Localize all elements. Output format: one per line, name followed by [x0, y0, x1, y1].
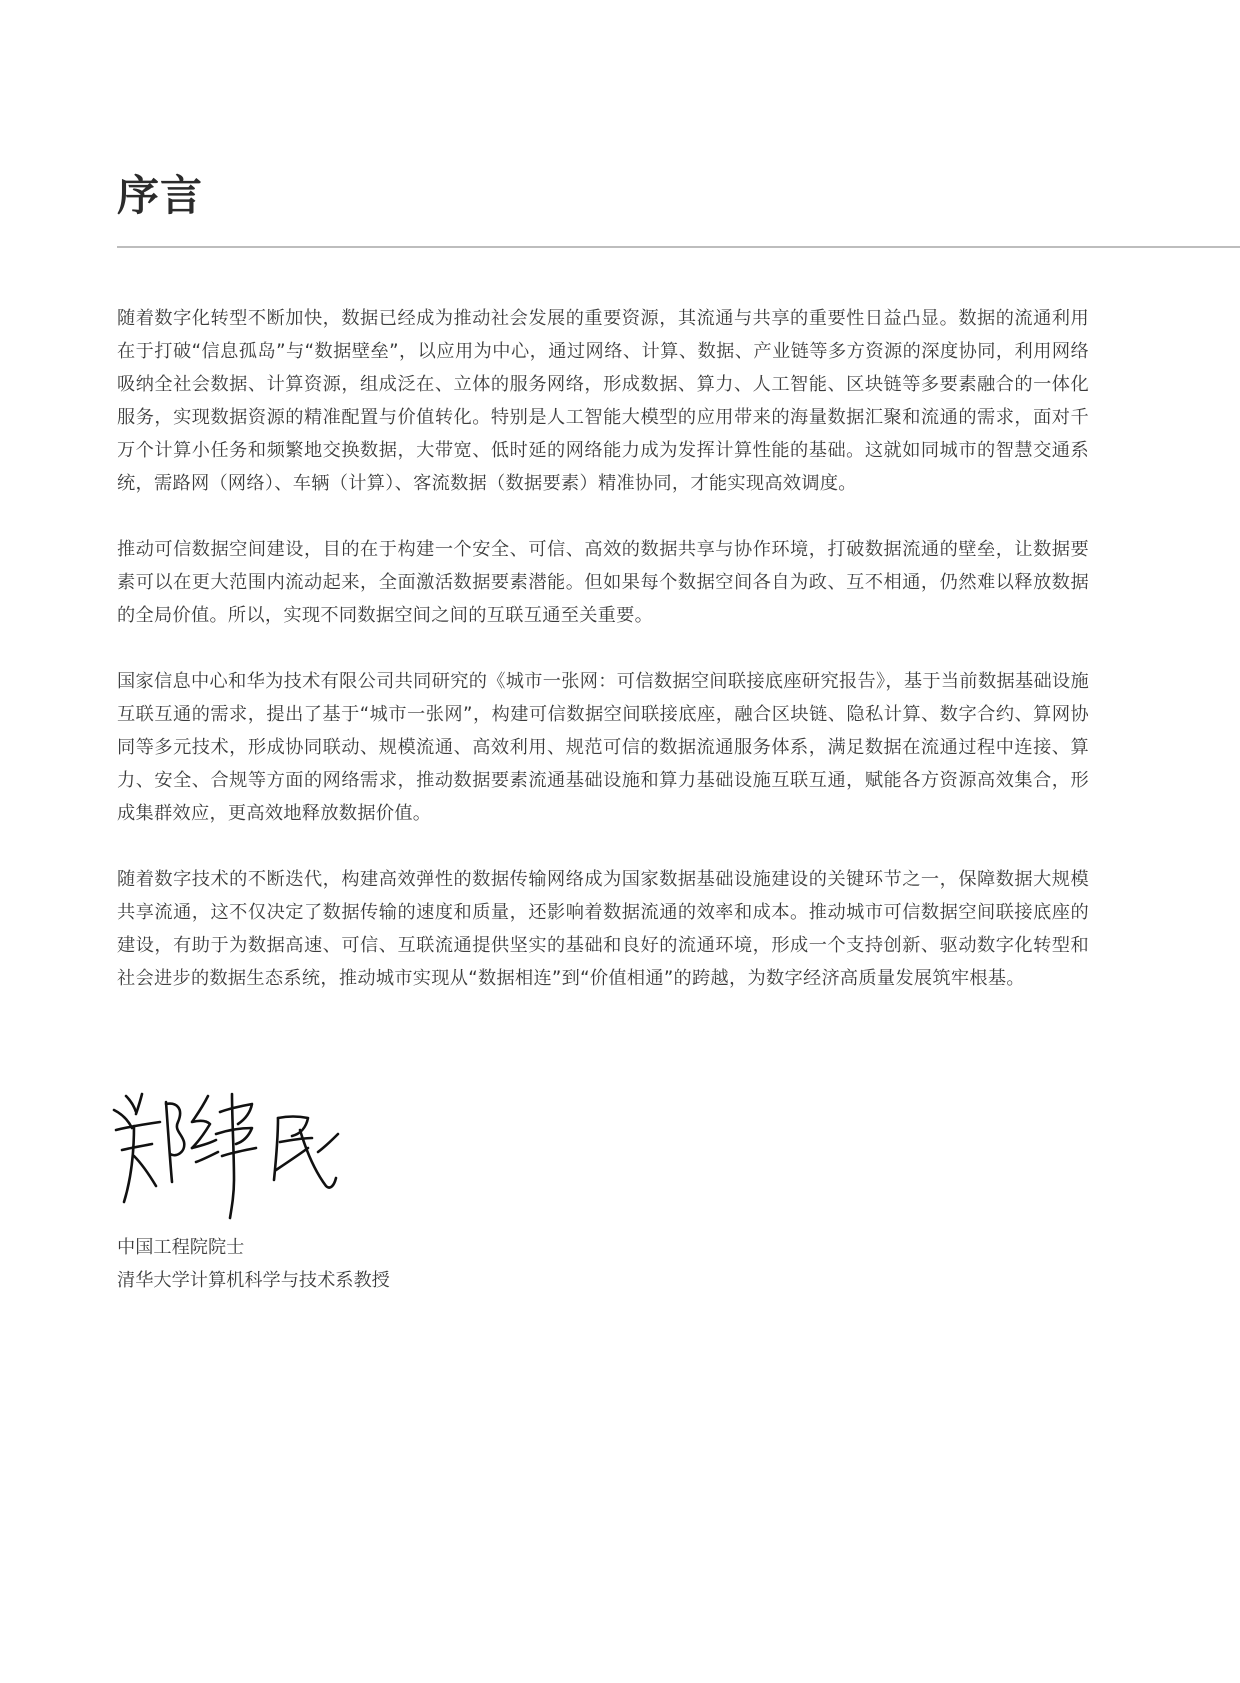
- paragraph-4: 随着数字技术的不断迭代，构建高效弹性的数据传输网络成为国家数据基础设施建设的关键环节之一，保障数据大规模共享流通，这不仅决定了数据传输的速度和质量，还影响着数据流通的效率和成本。推动城市可信数据空间联接底座的建设，有助于为数据高速、可信、互联流通提供坚实的基础和良好的流通环境，形成一个支持创新、驱动数字化转型和社会进步的数据生态系统，推动城市实现从“数据相连”到“价值相通”的跨越，为数字经济高质量发展筑牢根基。: [117, 869, 1089, 989]
- preface-body: [117, 302, 1089, 1028]
- signer-title-academician: 中国工程院院士: [117, 1237, 245, 1258]
- handwritten-signature: [112, 1090, 342, 1220]
- signer-title-professor: 清华大学计算机科学与技术系教授: [117, 1270, 390, 1291]
- page-title: 序言: [117, 171, 204, 220]
- signer-info: [117, 1231, 617, 1297]
- paragraph-2: 推动可信数据空间建设，目的在于构建一个安全、可信、高效的数据共享与协作环境，打破数据流通的壁垒，让数据要素可以在更大范围内流动起来，全面激活数据要素潜能。但如果每个数据空间各自为政、互不相通，仍然难以释放数据的全局价值。所以，实现不同数据空间之间的互联互通至关重要。: [117, 539, 1089, 626]
- paragraph-3: 国家信息中心和华为技术有限公司共同研究的《城市一张网：可信数据空间联接底座研究报告》，基于当前数据基础设施互联互通的需求，提出了基于“城市一张网”，构建可信数据空间联接底座，融合区块链、隐私计算、数字合约、算网协同等多元技术，形成协同联动、规模流通、高效利用、规范可信的数据流通服务体系，满足数据在流通过程中连接、算力、安全、合规等方面的网络需求，推动数据要素流通基础设施和算力基础设施互联互通，赋能各方资源高效集合，形成集群效应，更高效地释放数据价值。: [117, 671, 1089, 824]
- paragraph-1: 随着数字化转型不断加快，数据已经成为推动社会发展的重要资源，其流通与共享的重要性日益凸显。数据的流通利用在于打破“信息孤岛”与“数据壁垒”，以应用为中心，通过网络、计算、数据、产业链等多方资源的深度协同，利用网络吸纳全社会数据、计算资源，组成泛在、立体的服务网络，形成数据、算力、人工智能、区块链等多要素融合的一体化服务，实现数据资源的精准配置与价值转化。特别是人工智能大模型的应用带来的海量数据汇聚和流通的需求，面对千万个计算小任务和频繁地交换数据，大带宽、低时延的网络能力成为发挥计算性能的基础。这就如同城市的智慧交通系统，需路网（网络）、车辆（计算）、客流数据（数据要素）精准协同，才能实现高效调度。: [117, 308, 1089, 494]
- title-divider: [117, 246, 1240, 248]
